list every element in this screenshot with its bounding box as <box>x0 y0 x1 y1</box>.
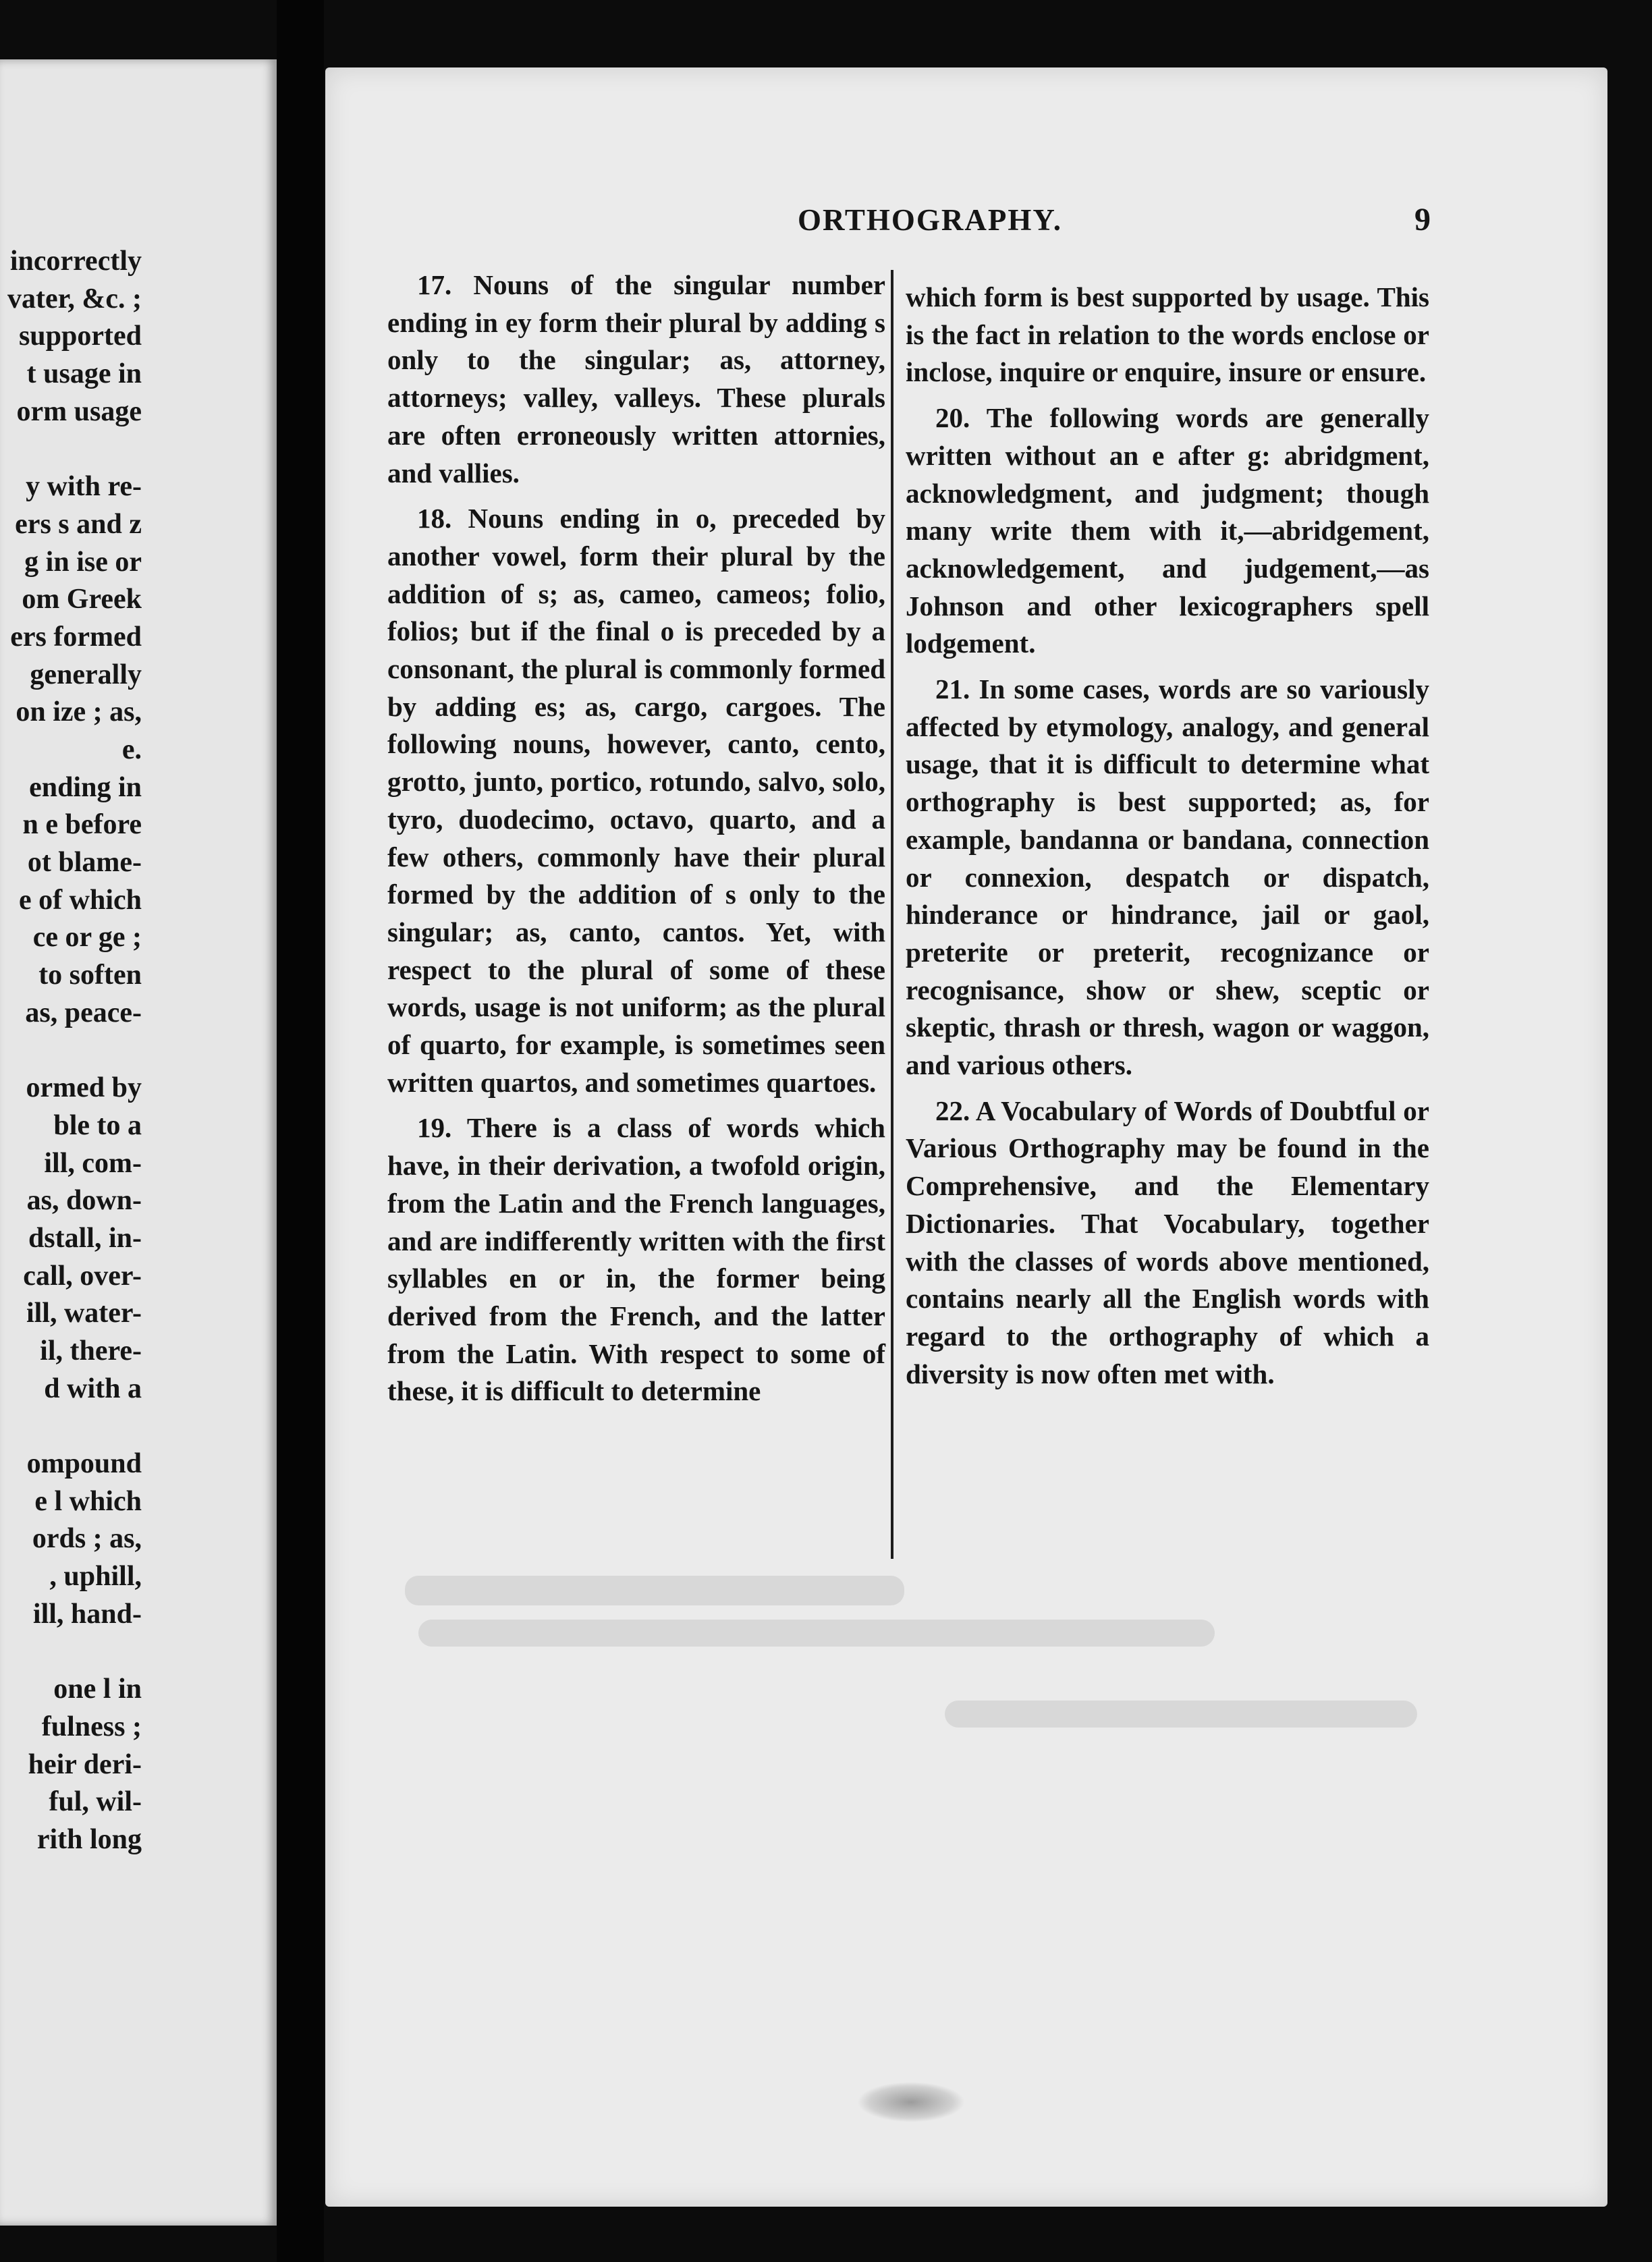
fragment-line: ers formed <box>10 621 142 653</box>
fragment-line: e. <box>121 734 142 765</box>
fragment-line: ill, hand- <box>32 1598 142 1630</box>
fragment-line <box>0 1408 277 1445</box>
fragment-line: g in ise or <box>24 546 142 578</box>
left-text-column <box>387 267 885 2230</box>
fragment-line <box>0 431 277 468</box>
paragraph-17: 17. Nouns of the singular number ending in ey form their plural by adding s only to the singular; as, attorney, attorneys; valley, valleys. These plurals are often erroneously written attornies, and vallies. <box>387 269 885 489</box>
fragment-line: as, peace- <box>25 997 142 1028</box>
paragraph-21: 21. In some cases, words are so variously affected by etymology, analogy, and general usage, that it is difficult to determine what orthography is best supported; as, for example, bandanna or bandana, connection or connexion, despatch or dispatch, hinderance or hindrance, jail or gaol, preterite or preterit, recognizance or recognisance, show or shew, sceptic or skeptic, thrash or thresh, wagon or waggon, and various others. <box>906 673 1429 1081</box>
fragment-line: ot blame- <box>27 847 142 878</box>
fragment-line: ending in <box>29 771 142 803</box>
fragment-line: y with re- <box>26 471 142 503</box>
fragment-line: e of which <box>19 884 142 916</box>
show-through-smudge <box>945 1701 1417 1728</box>
fragment-line: , uphill, <box>49 1561 142 1593</box>
paragraph-19: 19. There is a class of words which have, in their derivation, a twofold origin, from the Latin and the French languages, and are indifferently written with the first syllables en or in, the former being derived from the French, and the latter from the Latin. With respect to some of these, it is difficult to determine <box>387 1112 885 1407</box>
fragment-line: ill, com- <box>44 1147 142 1179</box>
fragment-line: generally <box>30 659 142 690</box>
fragment-line: orm usage <box>16 395 142 427</box>
fragment-line <box>0 1633 277 1671</box>
fragment-line: dstall, in- <box>28 1222 142 1254</box>
paragraph-18: 18. Nouns ending in o, preceded by another vowel, form their plural by the addition of s; as, cameo, cameos; folio, folios; but if the final o is preceded by a consonant, the plural is commonly formed by adding es; as, cargo, cargoes. The following nouns, however, canto, cento, grotto, junto, portico, rotundo, salvo, solo, tyro, duodecimo, octavo, quarto, and a few others, commonly have their plural formed by the addition of s only to the singular; as, canto, cantos. Yet, with respect to the plural of some of these words, usage is not uniform; as the plural of quarto, for example, is sometimes seen written quartos, and sometimes quartoes. <box>387 503 885 1098</box>
fragment-line: ers s and z <box>15 508 142 540</box>
library-stamp-mark <box>857 2082 965 2122</box>
paragraph-22: 22. A Vocabulary of Words of Doubtful or Various Orthography may be found in the Comprehensive, and the Elementary Dictionaries. That Vocabulary, together with the classes of words above mentioned, contains nearly all the English words with regard to the orthography of which a diversity is now often met with. <box>906 1095 1429 1389</box>
left-facing-page <box>0 59 277 2226</box>
fragment-line: on ize ; as, <box>16 696 142 728</box>
fragment-line: e l which <box>34 1485 142 1517</box>
show-through-smudge <box>418 1620 1215 1647</box>
fragment-line: d with a <box>44 1373 142 1404</box>
paragraph-20: 20. The following words are generally written without an e after g: abridgment, acknowledgment, and judgment; though many write them with it,—abridgement, acknowledgement, and judgement,—as Johnson and other lexicographers spell lodgement. <box>906 402 1429 659</box>
fragment-line: call, over- <box>23 1260 142 1292</box>
fragment-line: ompound <box>26 1448 142 1479</box>
fragment-line: fulness ; <box>41 1711 142 1742</box>
fragment-line: supported <box>18 321 142 352</box>
fragment-line: ormed by <box>26 1072 142 1104</box>
fragment-line: t usage in <box>26 358 142 390</box>
running-head: ORTHOGRAPHY. <box>797 203 1063 237</box>
fragment-line: to soften <box>38 960 142 991</box>
fragment-line: vater, &c. ; <box>7 283 142 314</box>
fragment-line: om Greek <box>22 584 142 615</box>
fragment-line: ful, wil- <box>49 1786 142 1818</box>
fragment-line: incorrectly <box>9 246 142 277</box>
page-number: 9 <box>1414 202 1431 238</box>
fragment-line <box>0 1032 277 1070</box>
left-page-text-fragment <box>0 243 277 1859</box>
fragment-line: rith long <box>36 1823 142 1855</box>
book-gutter <box>277 0 324 2262</box>
fragment-line: ords ; as, <box>32 1523 142 1555</box>
fragment-line: ill, water- <box>26 1298 142 1329</box>
right-text-column <box>906 279 1429 2033</box>
paragraph-19-continued: which form is best supported by usage. This is the fact in relation to the words enclose or inclose, inquire or enquire, insure or ensure. <box>906 281 1429 388</box>
fragment-line: one l in <box>53 1674 142 1705</box>
fragment-line: n e before <box>22 809 142 841</box>
fragment-line: as, down- <box>26 1185 142 1217</box>
column-divider <box>891 270 893 1559</box>
fragment-line: ce or ge ; <box>32 922 142 954</box>
show-through-smudge <box>405 1576 904 1605</box>
fragment-line: heir deri- <box>28 1748 142 1780</box>
fragment-line: ble to a <box>53 1109 142 1141</box>
fragment-line: il, there- <box>40 1335 142 1367</box>
